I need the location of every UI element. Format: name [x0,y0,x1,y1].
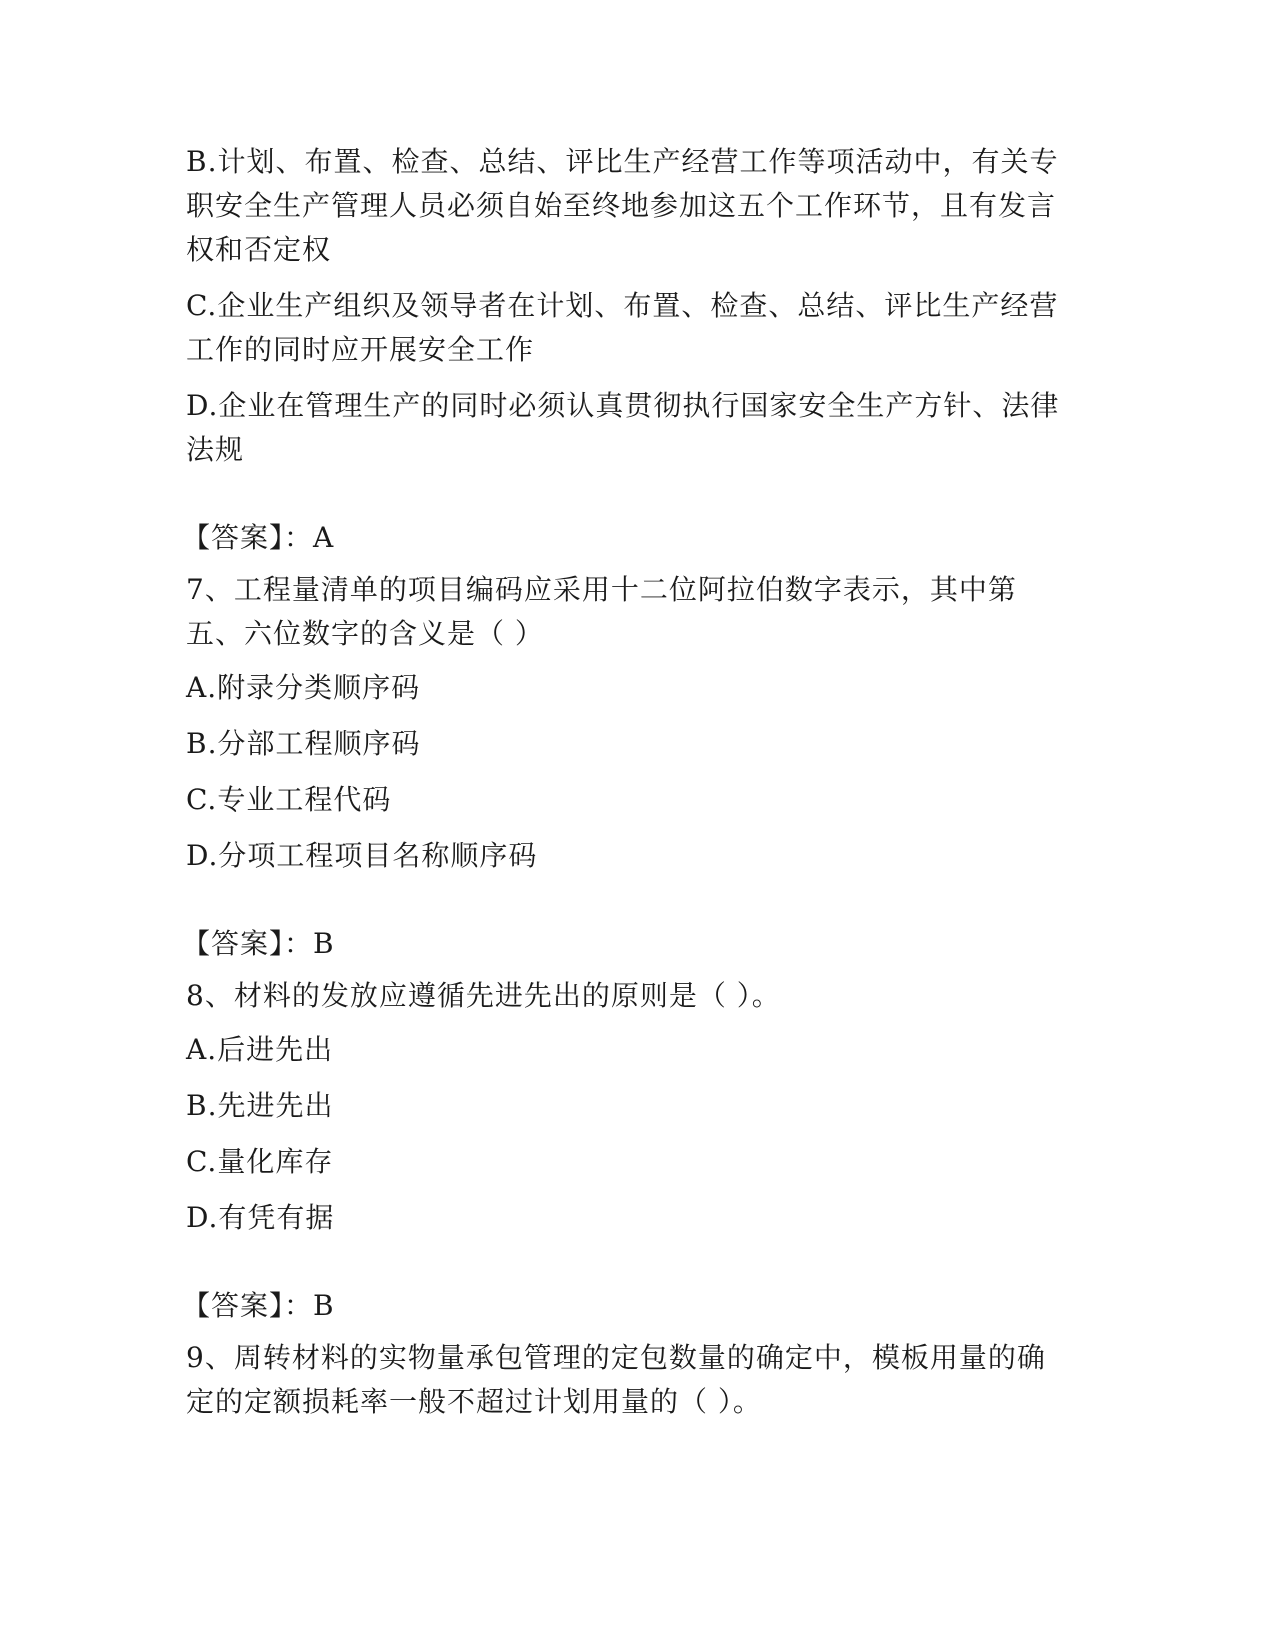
option-text: C.专业工程代码 [186,783,392,816]
option-text: A.附录分类顺序码 [186,671,421,704]
option-text: D.企业在管理生产的同时必须认真贯彻执行国家安全生产方针、法律法规 [186,389,1060,466]
option-text: C.企业生产组织及领导者在计划、布置、检查、总结、评比生产经营工作的同时应开展安全工作 [186,289,1059,366]
question-text: 7、工程量清单的项目编码应采用十二位阿拉伯数字表示，其中第五、六位数字的含义是（ ） [186,573,1017,650]
option-text: D.分项工程项目名称顺序码 [186,839,538,872]
answer-line: 【答案】：B [182,1289,335,1322]
question-text: 9、周转材料的实物量承包管理的定包数量的确定中，模板用量的确定的定额损耗率一般不超过计划用量的（ ）。 [186,1341,1046,1418]
option-text: A.后进先出 [186,1033,334,1066]
question-text: 8、材料的发放应遵循先进先出的原则是（ ）。 [186,979,781,1012]
option-text: B.分部工程顺序码 [186,727,421,760]
option-text: D.有凭有据 [186,1201,335,1234]
answer-line: 【答案】：A [182,521,335,554]
document-page [182,140,1066,1434]
answer-line: 【答案】：B [182,927,335,960]
option-text: C.量化库存 [186,1145,334,1178]
option-text: B.先进先出 [186,1089,334,1122]
option-text: B.计划、布置、检查、总结、评比生产经营工作等项活动中，有关专职安全生产管理人员必须自始至终地参加这五个工作环节，且有发言权和否定权 [186,145,1059,266]
